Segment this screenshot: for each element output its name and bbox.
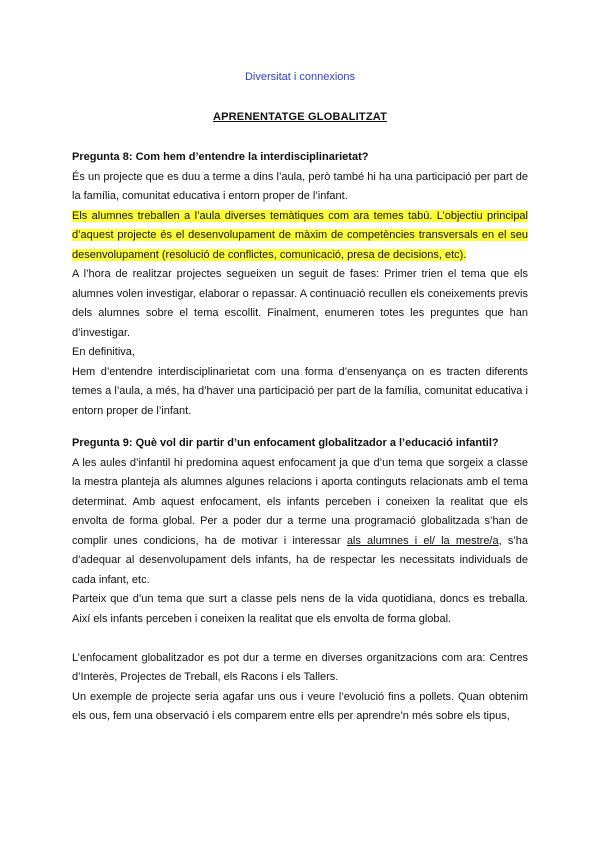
- paragraph-conclusion: Hem d’entendre interdisciplinarietat com una forma d’ensenyança on es tracten diferents temes a l’aula, a més, ha d’haver una participació per part de la família, comunitat educativa i entorn proper de l’infant.: [72, 365, 528, 417]
- document-title: APRENENTATGE GLOBALITZAT: [212, 111, 388, 123]
- section-question-9: [72, 434, 528, 727]
- paragraph-conclusion-label: En definitiva,: [72, 346, 135, 358]
- paragraph-organizations: L’enfocament globalitzador es pot dur a terme en diverses organitzacions com ara: Centres d’Interès, Projectes de Treball, els Racons i els Tallers.: [72, 651, 528, 683]
- paragraph-intro: És un projecte que es duu a terme a dins l’aula, però també hi ha una participació per part de la família, comunitat educativa i entorn proper de l’infant.: [72, 170, 528, 202]
- blank-line: [72, 629, 528, 649]
- question-heading: Pregunta 9: Què vol dir partir d’un enfocament globalitzador a l’educació infantil?: [72, 437, 499, 449]
- underlined-text: als alumnes i el/ la mestre/a: [346, 534, 499, 547]
- section-question-8: [72, 148, 528, 421]
- paragraph-example: Un exemple de projecte seria agafar uns ous i veure l’evolució fins a pollets. Quan obtenim els ous, fem una observació i els comparem entre ells per aprendre’n més sobre els tipus,: [72, 690, 528, 722]
- question-heading: Pregunta 8: Com hem d’entendre la interdisciplinarietat?: [72, 151, 369, 163]
- paragraph-approach-start: A les aules d’infantil hi predomina aquest enfocament ja que d’un tema que sorgeix a classe la mestra planteja als alumnes algunes relacions i aporta continguts relacionats amb el tema determinat. Amb aquest enfocament, els infants perceben i coneixen la realitat que els envolta de forma global. Per a poder dur a terme una programació globalitzada s’han de complir unes condicions, ha de motivar i interessar: [72, 456, 528, 547]
- paragraph-highlighted: [72, 207, 528, 266]
- paragraph-daily-life: Parteix que d’un tema que surt a classe pels nens de la vida quotidiana, doncs es treballa. Així els infants perceben i coneixen la realitat que els envolta de forma global.: [72, 593, 528, 625]
- highlighted-text: Els alumnes treballen a l’aula diverses temàtiques com ara temes tabú. L’objectiu principal d’aquest projecte és el desenvolupament de màxim de competències transversals en el seu desenvolupament (resolució de conflictes, comunicació, presa de decisions, etc).: [72, 209, 528, 261]
- paragraph-approach: [72, 454, 528, 591]
- document-header: Diversitat i connexions: [244, 71, 356, 83]
- paragraph-phases: A l’hora de realitzar projectes segueixen un seguit de fases: Primer trien el tema que els alumnes volen investigar, elaborar o repassar. A continuació recullen els coneixements previs dels alumnes sobre el tema escollit. Finalment, enumeren totes les preguntes que han d’investigar.: [72, 268, 528, 339]
- paragraph-approach-end: , s’ha d’adequar al desenvolupament dels infants, ha de respectar les necessitats individuals de cada infant, etc.: [72, 534, 529, 586]
